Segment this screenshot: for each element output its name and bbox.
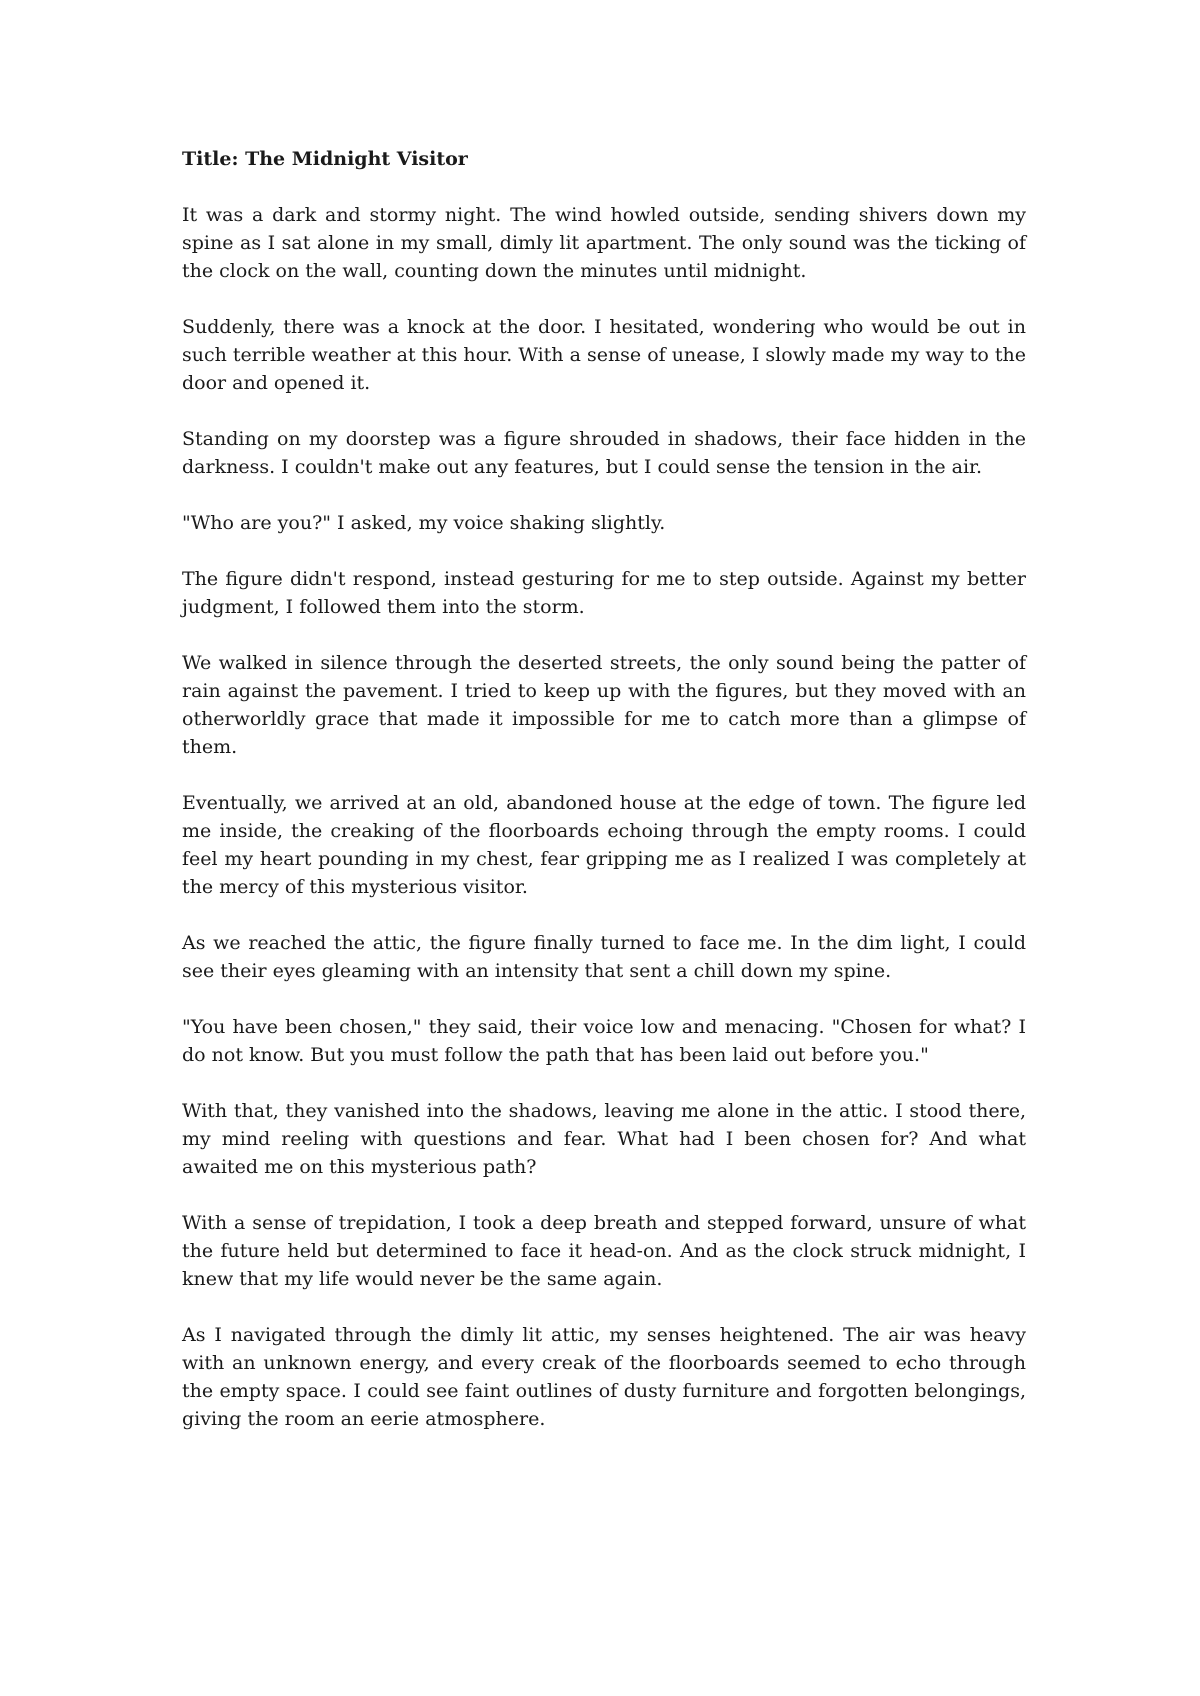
paragraph: Eventually, we arrived at an old, abandoned house at the edge of town. The figure led me inside, the creaking of the floorboards echoing through the empty rooms. I could feel my heart pounding in my chest, fear gripping me as I realized I was completely at the mercy of this mysterious visitor. (182, 792, 1026, 898)
paragraph: As we reached the attic, the figure finally turned to face me. In the dim light, I could see their eyes gleaming with an intensity that sent a chill down my spine. (182, 932, 1026, 982)
paragraph: As I navigated through the dimly lit attic, my senses heightened. The air was heavy with an unknown energy, and every creak of the floorboards seemed to echo through the empty space. I could see faint outlines of dusty furniture and forgotten belongings, giving the room an eerie atmosphere. (182, 1324, 1026, 1430)
paragraph: With a sense of trepidation, I took a deep breath and stepped forward, unsure of what the future held but determined to face it head-on. And as the clock struck midnight, I knew that my life would never be the same again. (182, 1212, 1026, 1290)
paragraph: The figure didn't respond, instead gesturing for me to step outside. Against my better judgment, I followed them into the storm. (182, 568, 1026, 618)
paragraph: It was a dark and stormy night. The wind howled outside, sending shivers down my spine as I sat alone in my small, dimly lit apartment. The only sound was the ticking of the clock on the wall, counting down the minutes until midnight. (182, 204, 1026, 282)
paragraph: With that, they vanished into the shadows, leaving me alone in the attic. I stood there, my mind reeling with questions and fear. What had I been chosen for? And what awaited me on this mysterious path? (182, 1100, 1026, 1178)
document-title: Title: The Midnight Visitor (182, 148, 468, 170)
paragraph: "You have been chosen," they said, their voice low and menacing. "Chosen for what? I do not know. But you must follow the path that has been laid out before you." (182, 1016, 1026, 1066)
paragraph: Suddenly, there was a knock at the door. I hesitated, wondering who would be out in such terrible weather at this hour. With a sense of unease, I slowly made my way to the door and opened it. (182, 316, 1026, 394)
paragraph: "Who are you?" I asked, my voice shaking slightly. (182, 512, 666, 534)
paragraph: Standing on my doorstep was a figure shrouded in shadows, their face hidden in the darkness. I couldn't make out any features, but I could sense the tension in the air. (182, 428, 1026, 478)
document-body (182, 145, 1026, 1461)
paragraph: We walked in silence through the deserted streets, the only sound being the patter of rain against the pavement. I tried to keep up with the figures, but they moved with an otherworldly grace that made it impossible for me to catch more than a glimpse of them. (182, 652, 1026, 758)
